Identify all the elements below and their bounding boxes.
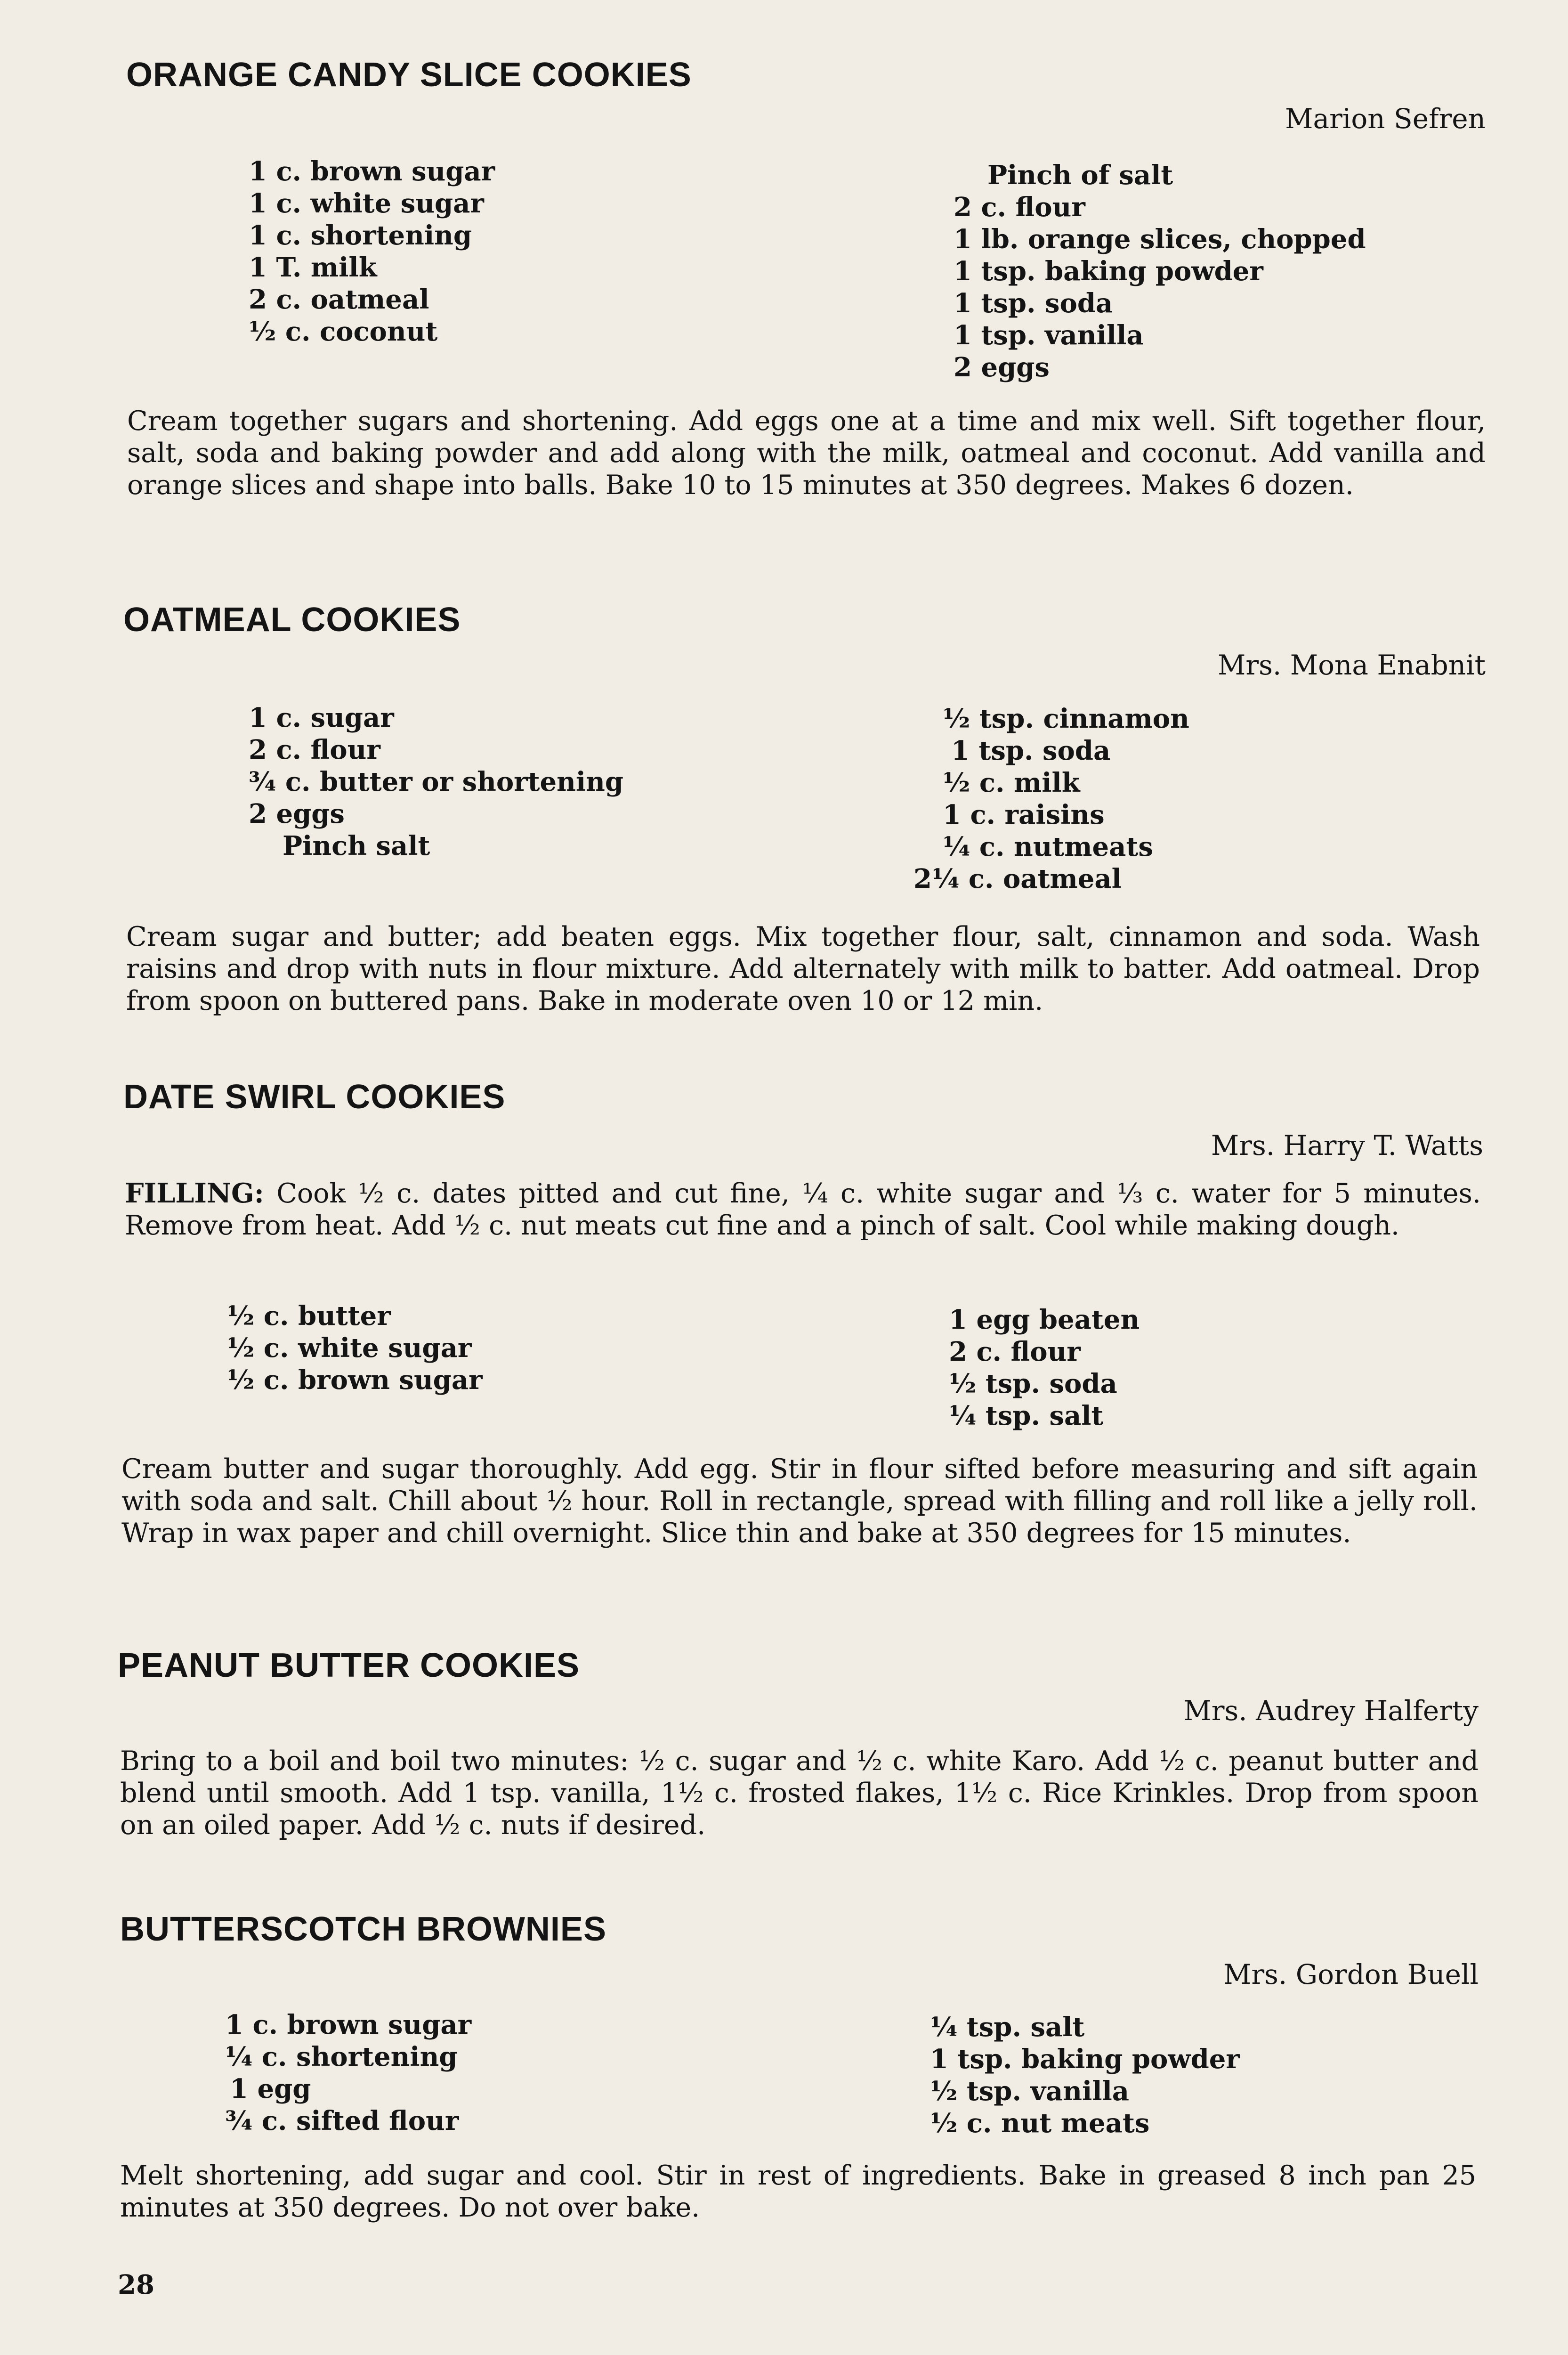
ingredient-list-right — [930, 2011, 1240, 2139]
ingredient-item: ½ tsp. vanilla — [930, 2076, 1130, 2107]
recipe-directions: Cream butter and sugar thoroughly. Add egg. Stir in flour sifted before measuring and sift again with soda and salt. Chill about ½ hour. Roll in rectangle, spread with filling and roll like a jelly roll. Wrap in wax paper and chill overnight. Slice thin and bake at 350 degrees for 15 minutes. — [121, 1454, 1478, 1549]
ingredient-item: ½ c. milk — [943, 767, 1080, 798]
ingredient-item: ½ c. nut meats — [930, 2108, 1150, 2139]
ingredient-item: ¼ c. nutmeats — [943, 831, 1153, 862]
ingredient-item: 2 eggs — [249, 798, 345, 829]
ingredient-item: 1 c. sugar — [249, 702, 394, 733]
ingredient-item: 2 c. flour — [954, 192, 1085, 223]
recipe-directions: Melt shortening, add sugar and cool. Stir in rest of ingredients. Bake in greased 8 inch pan 25 minutes at 350 degrees. Do not over bake. — [120, 2160, 1476, 2223]
ingredient-item: 1 c. white sugar — [249, 188, 484, 219]
recipe-directions: Cream together sugars and shortening. Add eggs one at a time and mix well. Sift together flour, salt, soda and baking powder and add along with the milk, oatmeal and coconut. Add vanilla and orange slices and shape into balls. Bake 10 to 15 minutes at 350 degrees. Makes 6 dozen. — [127, 406, 1486, 501]
filling-text: Cook ½ c. dates pitted and cut fine, ¼ c. white sugar and ⅓ c. water for 5 minutes. Remove from heat. Add ½ c. nut meats cut fine and a pinch of salt. Cool while making dough. — [125, 1178, 1481, 1241]
ingredient-list-left — [225, 2009, 471, 2137]
ingredient-item: ¼ tsp. salt — [949, 1400, 1104, 1431]
recipe-title: BUTTERSCOTCH BROWNIES — [120, 1910, 606, 1948]
ingredient-item: 2 c. flour — [949, 1336, 1081, 1367]
ingredient-item: 2 eggs — [954, 352, 1050, 383]
ingredient-item: ½ tsp. cinnamon — [943, 703, 1189, 734]
recipe-author: Mrs. Audrey Halferty — [1183, 1695, 1479, 1727]
ingredient-item: ¾ c. sifted flour — [225, 2105, 459, 2136]
ingredient-list-left — [249, 155, 495, 348]
recipe-title: DATE SWIRL COOKIES — [123, 1078, 506, 1116]
filling-directions — [125, 1178, 1481, 1242]
ingredient-item: 1 tsp. soda — [951, 735, 1111, 766]
ingredient-list-right — [913, 703, 1189, 895]
ingredient-item: ¾ c. butter or shortening — [249, 766, 624, 797]
ingredient-item: 1 c. shortening — [249, 220, 472, 251]
ingredient-item: 1 tsp. soda — [954, 288, 1113, 319]
ingredient-item: 1 c. raisins — [943, 799, 1105, 830]
ingredient-item: ½ tsp. soda — [949, 1368, 1117, 1399]
recipe-author: Mrs. Harry T. Watts — [1211, 1129, 1483, 1161]
ingredient-item: 2 c. oatmeal — [249, 284, 429, 315]
ingredient-item: 1 T. milk — [249, 252, 377, 283]
ingredient-item: ½ c. white sugar — [227, 1332, 472, 1364]
recipe-title: PEANUT BUTTER COOKIES — [118, 1647, 580, 1684]
ingredient-item: Pinch of salt — [987, 160, 1173, 191]
ingredient-item: ½ c. brown sugar — [227, 1364, 483, 1396]
recipe-title: ORANGE CANDY SLICE COOKIES — [126, 56, 692, 94]
ingredient-item: 1 egg — [230, 2073, 311, 2104]
ingredient-item: ¼ tsp. salt — [930, 2012, 1085, 2043]
ingredient-list-right — [954, 159, 1366, 383]
ingredient-item: 1 c. brown sugar — [225, 2009, 472, 2040]
ingredient-item: 1 c. brown sugar — [249, 156, 495, 187]
ingredient-item: 1 tsp. baking powder — [930, 2044, 1240, 2075]
filling-label: FILLING: — [125, 1178, 264, 1209]
ingredient-list-left — [249, 702, 623, 862]
ingredient-item: 1 tsp. vanilla — [954, 320, 1144, 351]
recipe-author: Mrs. Mona Enabnit — [1217, 649, 1486, 681]
ingredient-item: Pinch salt — [283, 830, 430, 861]
ingredient-item: ¼ c. shortening — [225, 2041, 458, 2072]
recipe-author: Marion Sefren — [1285, 103, 1486, 135]
ingredient-list-right — [949, 1304, 1140, 1432]
ingredient-item: 1 tsp. baking powder — [954, 256, 1263, 287]
ingredient-item: 2¼ c. oatmeal — [913, 863, 1122, 894]
page-number: 28 — [118, 2269, 154, 2300]
ingredient-list-left — [227, 1300, 483, 1396]
recipe-author: Mrs. Gordon Buell — [1223, 1958, 1479, 1990]
ingredient-item: 2 c. flour — [249, 734, 380, 765]
ingredient-item: 1 egg beaten — [949, 1304, 1140, 1335]
recipe-directions: Bring to a boil and boil two minutes: ½ c. sugar and ½ c. white Karo. Add ½ c. peanut butter and blend until smooth. Add 1 tsp. vanilla, 1½ c. frosted flakes, 1½ c. Rice Krinkles. Drop from spoon on an oiled paper. Add ½ c. nuts if desired. — [120, 1746, 1479, 1841]
ingredient-item: 1 lb. orange slices, chopped — [954, 224, 1366, 255]
ingredient-item: ½ c. coconut — [249, 316, 438, 347]
ingredient-item: ½ c. butter — [227, 1300, 391, 1332]
recipe-title: OATMEAL COOKIES — [123, 601, 461, 639]
recipe-directions: Cream sugar and butter; add beaten eggs. Mix together flour, salt, cinnamon and soda. Wash raisins and drop with nuts in flour mixture. Add alternately with milk to batter. Add oatmeal. Drop from spoon on buttered pans. Bake in moderate oven 10 or 12 min. — [126, 921, 1480, 1016]
